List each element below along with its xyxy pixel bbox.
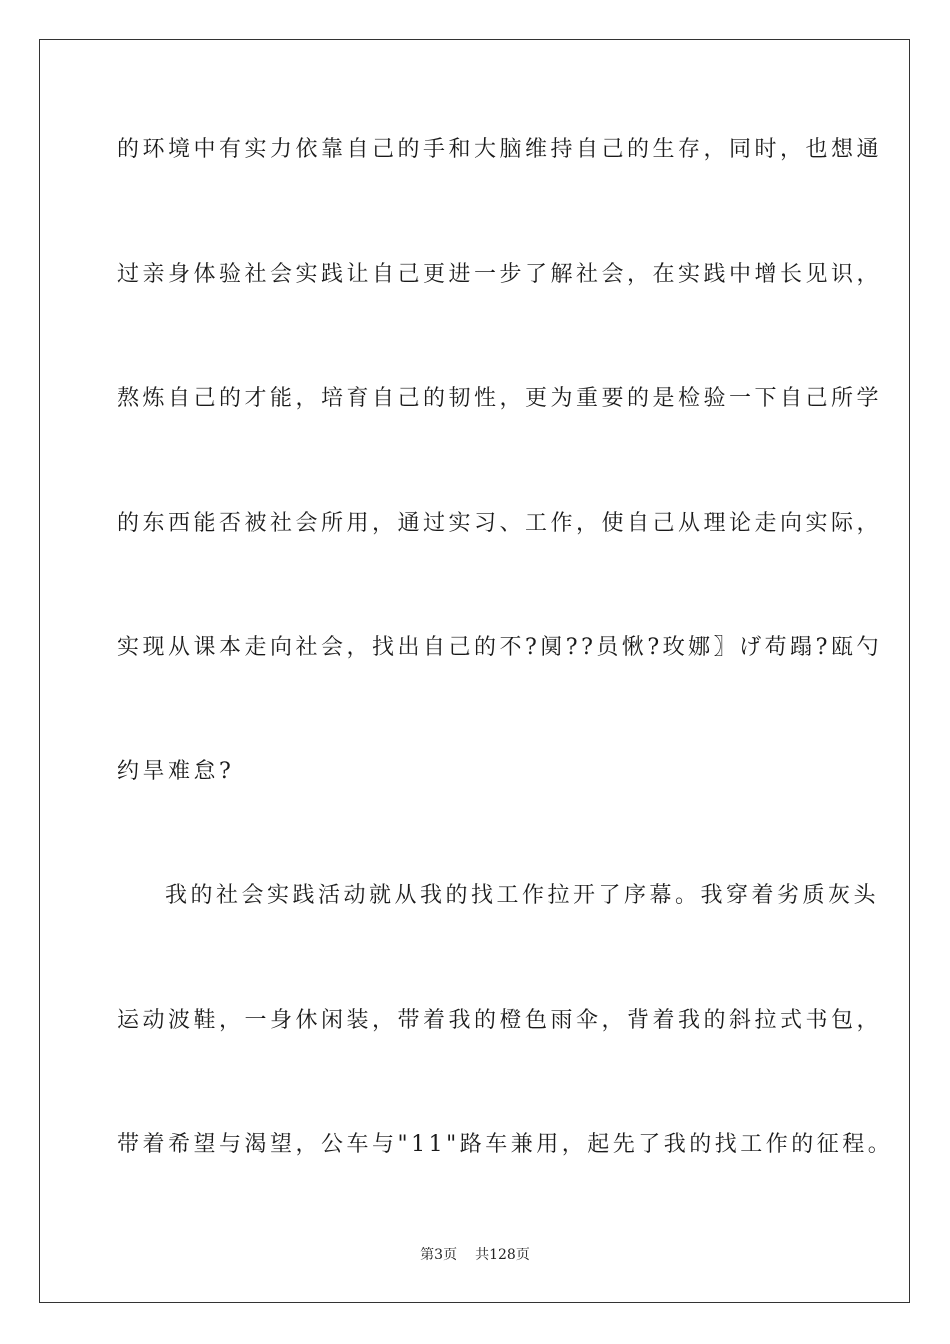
page-number: 第3页: [420, 1247, 458, 1263]
text-line-2: 过亲身体验社会实践让自己更进一步了解社会，在实践中增长见识，: [117, 262, 883, 287]
page-footer: [0, 1245, 950, 1265]
text-line-6: 约旱难怠?: [117, 759, 235, 784]
text-line-5: 实现从课本走向社会，找出自己的不?阒??员愀?玫娜〗げ苟蹋?瓯勺: [117, 635, 882, 660]
text-line-4: 的东西能否被社会所用，通过实习、工作，使自己从理论走向实际，: [117, 511, 883, 536]
paragraph-2-line-2: 运动波鞋，一身休闲装，带着我的橙色雨伞，背着我的斜拉式书包，: [117, 1008, 883, 1033]
page-border: [39, 39, 910, 1303]
text-line-3: 熬炼自己的才能，培育自己的韧性，更为重要的是检验一下自己所学: [117, 386, 883, 411]
text-line-1: 的环境中有实力依靠自己的手和大脑维持自己的生存，同时，也想通: [117, 137, 883, 162]
total-pages: 共128页: [475, 1247, 530, 1263]
paragraph-2-line-1: 我的社会实践活动就从我的找工作拉开了序幕。我穿着劣质灰头: [165, 883, 880, 908]
paragraph-2-line-3: 带着希望与渴望，公车与"11"路车兼用，起先了我的找工作的征程。: [117, 1132, 894, 1157]
